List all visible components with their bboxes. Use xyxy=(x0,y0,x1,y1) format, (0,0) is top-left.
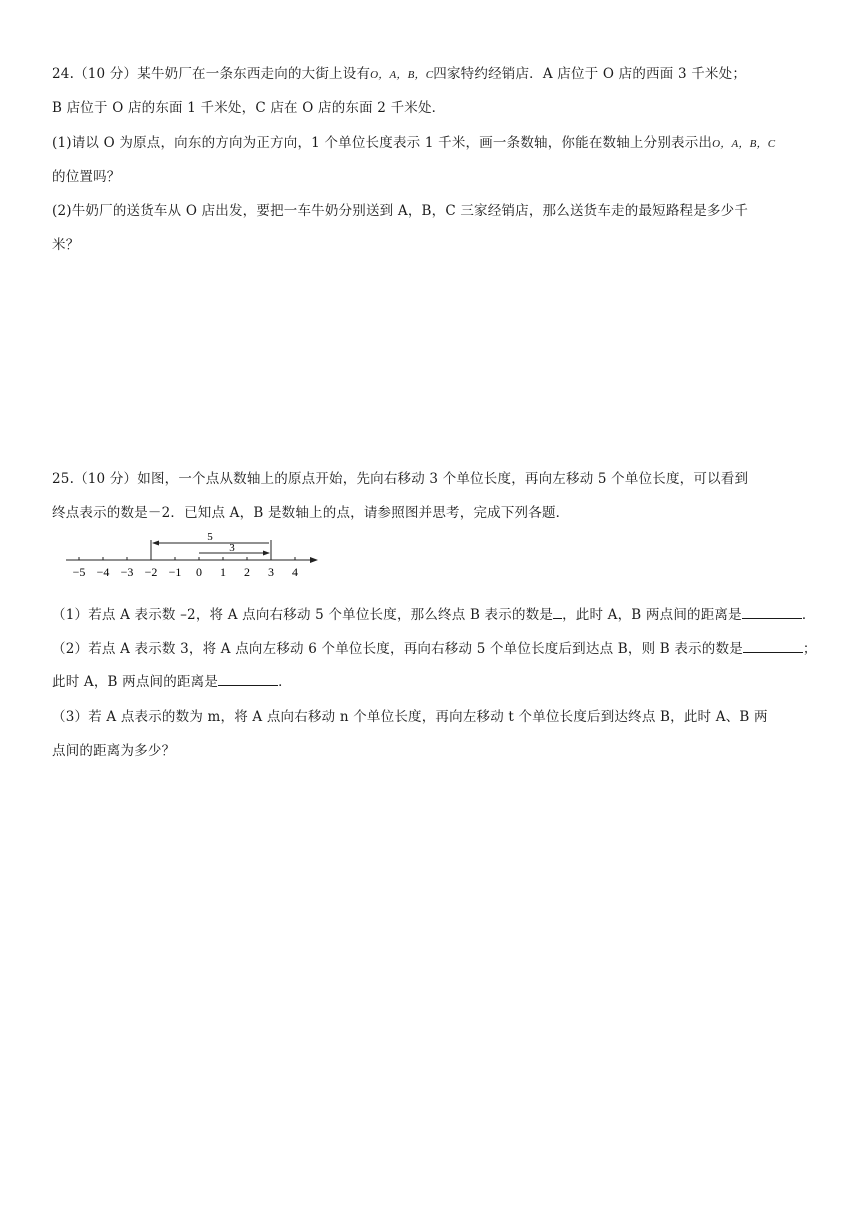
q24-part-2: (2)牛奶厂的送货车从 O 店出发，要把一车牛奶分别送到 A，B，C 三家经销店，那么送货车走的最短路程是多少千 xyxy=(52,203,749,219)
axis-tick-label: −1 xyxy=(168,565,182,579)
q25-part-2 xyxy=(52,637,817,657)
axis-tick-label: −2 xyxy=(144,565,158,579)
q25-part-2-text-c: 此时 A，B 两点间的距离是 xyxy=(52,674,219,690)
q24-part-1 xyxy=(52,131,775,151)
q25-part-1 xyxy=(52,603,816,623)
q24-store-names: O，A，B，C xyxy=(370,69,434,81)
q25-part-1-end: ． xyxy=(801,607,816,623)
arrow-3-label: 3 xyxy=(229,542,235,554)
q25-part-2-cont xyxy=(52,670,292,690)
axis-tick-label: −5 xyxy=(72,565,86,579)
q25-intro-2: 终点表示的数是－2．已知点 A，B 是数轴上的点，请参照图并思考，完成下列各题． xyxy=(52,505,570,521)
q25-part-2-text: （2）若点 A 表示数 3，将 A 点向左移动 6 个单位长度，再向右移动 5 个单位长度后到达点 B，则 B 表示的数是 xyxy=(52,641,743,657)
answer-blank-4[interactable] xyxy=(218,673,278,686)
axis-arrowhead xyxy=(310,557,318,563)
axis-tick-label: 1 xyxy=(220,565,226,579)
q25-part-2-cont-end: ． xyxy=(278,674,292,690)
axis-tick-label: 4 xyxy=(292,565,298,579)
answer-blank-2[interactable] xyxy=(742,606,802,619)
axis-tick-label: 2 xyxy=(244,565,250,579)
axis-tick-label: 3 xyxy=(268,565,274,579)
arrow-left-head xyxy=(152,541,159,546)
axis-tick-labels xyxy=(73,565,298,579)
q25-part-3: （3）若 A 点表示的数为 m，将 A 点向右移动 n 个单位长度，再向左移动 t 个单位长度后到达终点 B，此时 A、B 两 xyxy=(52,709,768,725)
answer-blank-1[interactable] xyxy=(553,606,562,619)
q24-line-1-tail: 四家特约经销店．A 店位于 O 店的西面 3 千米处； xyxy=(433,66,747,82)
q25-part-1-text-b: ，此时 A，B 两点间的距离是 xyxy=(562,607,742,623)
q24-line-1 xyxy=(52,62,746,82)
arrow-right-head xyxy=(263,551,270,556)
axis-tick-label: 0 xyxy=(196,565,202,579)
q25-part-1-text: （1）若点 A 表示数 –2，将 A 点向右移动 5 个单位长度，那么终点 B 表示的数是 xyxy=(52,607,554,623)
q24-part-2-end: 米？ xyxy=(52,237,80,253)
q25-intro-1: 25.（10 分）如图，一个点从数轴上的原点开始，先向右移动 3 个单位长度，再向左移动 5 个单位长度，可以看到 xyxy=(52,471,749,487)
axis-tick-label: −3 xyxy=(120,565,134,579)
q24-line-2: B 店位于 O 店的东面 1 千米处，C 店在 O 店的东面 2 千米处． xyxy=(52,100,446,116)
answer-blank-3[interactable] xyxy=(743,640,803,653)
q24-part-1-end: 的位置吗？ xyxy=(52,169,121,185)
q24-part-1-text: (1)请以 O 为原点，向东的方向为正方向，1 个单位长度表示 1 千米，画一条数轴，你能在数轴上分别表示出 xyxy=(52,135,713,151)
number-line-figure xyxy=(62,532,324,580)
arrow-5-label: 5 xyxy=(207,532,213,543)
axis-tick-label: −4 xyxy=(96,565,110,579)
q25-part-2-end: ； xyxy=(802,641,817,657)
q24-part-1-vars: O，A，B，C xyxy=(712,138,776,150)
q25-part-3-end: 点间的距离为多少？ xyxy=(52,743,176,759)
q24-title: 24.（10 分）某牛奶厂在一条东西走向的大街上设有 xyxy=(52,66,371,82)
